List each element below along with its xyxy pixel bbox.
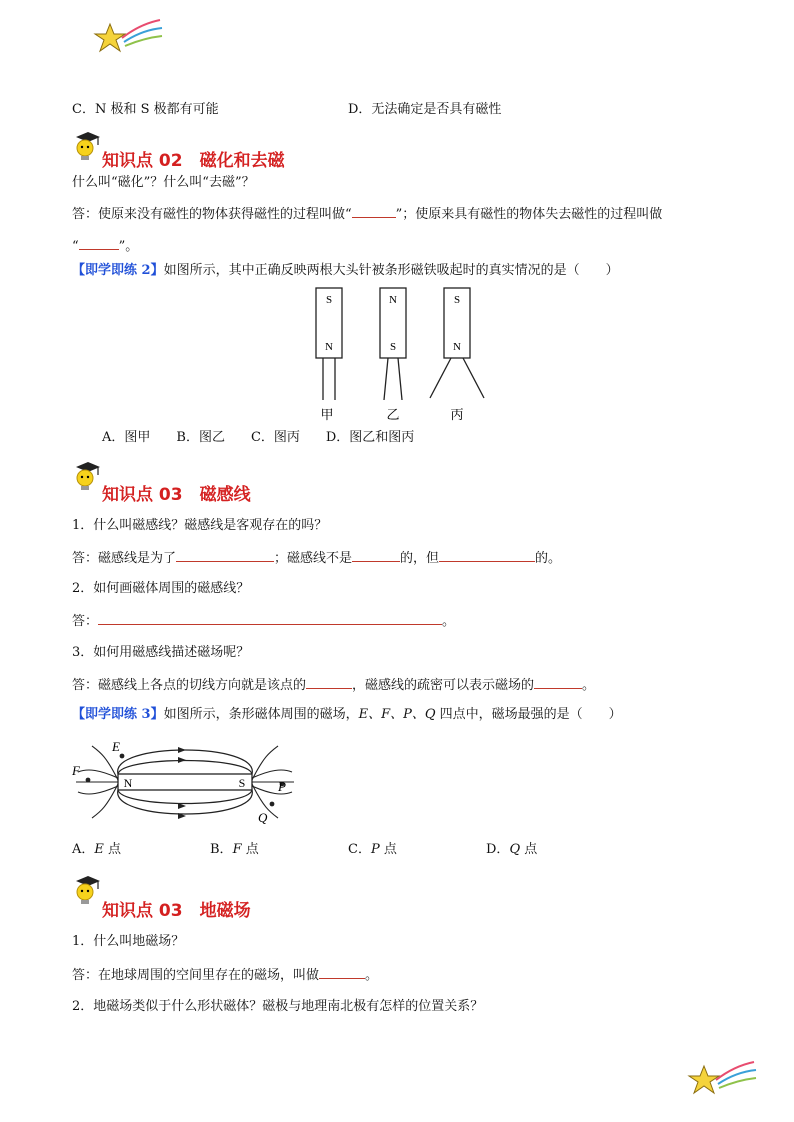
practice-3-option-a: A．E 点 [72, 842, 122, 857]
question-2: 2．如何画磁体周围的磁感线？ [72, 581, 250, 596]
blank-line[interactable] [79, 237, 119, 250]
practice-3-option-c: C．P 点 [348, 842, 397, 857]
shooting-star-icon [686, 1058, 758, 1102]
option-d: D．无法确定是否具有磁性 [348, 102, 502, 117]
answer-earth-1: 答：在地球周围的空间里存在的磁场，叫做 。 [72, 968, 379, 983]
figure-caption: 甲 [320, 407, 334, 422]
blank-line[interactable] [534, 676, 582, 689]
magnet-pole-label: N [389, 294, 397, 306]
field-line [118, 790, 252, 804]
magnet-pole-label: N [325, 341, 333, 353]
practice-3-option-d: D．Q 点 [486, 842, 538, 857]
bar-magnet [118, 774, 252, 790]
scholar-bulb-icon [72, 460, 100, 492]
point-q-dot [270, 802, 275, 807]
answer-1: 答：磁感线是为了 ；磁感线不是 的，但 的。 [72, 551, 562, 566]
section-title-field-lines: 知识点 03 磁感线 [102, 485, 251, 505]
magnet-pole-label: S [453, 294, 461, 306]
blank-line[interactable] [176, 549, 274, 562]
practice-tag: 【即学即练 2】 [72, 263, 164, 278]
option-c: C．N 极和 S 极都有可能 [72, 102, 219, 117]
blank-line[interactable] [319, 966, 365, 979]
answer-2: 答： 。 [72, 614, 456, 629]
blank-line[interactable] [352, 549, 400, 562]
question-earth-2: 2．地磁场类似于什么形状磁体？磁极与地理南北极有怎样的位置关系？ [72, 999, 484, 1014]
scholar-bulb-icon [72, 874, 100, 906]
pin [463, 358, 484, 398]
answer-3: 答：磁感线上各点的切线方向就是该点的 ，磁感线的疏密可以表示磁场的 。 [72, 678, 596, 693]
field-line [118, 761, 252, 775]
question-3: 3．如何用磁感线描述磁场呢？ [72, 645, 250, 660]
section-title-magnetization: 知识点 02 磁化和去磁 [102, 151, 285, 171]
point-f-dot [86, 778, 91, 783]
blank-line[interactable] [439, 549, 535, 562]
north-pole-label: N [123, 776, 133, 790]
question-earth-1: 1．什么叫地磁场？ [72, 934, 185, 949]
figure-caption: 乙 [386, 407, 400, 422]
magnet-pole-label: S [325, 294, 333, 306]
point-f-label: F [72, 763, 80, 778]
practice-2-options: A．图甲 B．图乙 C．图丙 D．图乙和图丙 [102, 430, 415, 445]
answer-magnetization-line2: “ ”。 [72, 239, 139, 254]
magnet-field-lines-figure [70, 734, 300, 826]
question-magnetization: 什么叫“磁化”？什么叫“去磁”？ [72, 175, 255, 190]
point-e-dot [120, 754, 125, 759]
pin [398, 358, 402, 400]
scholar-bulb-icon [72, 130, 100, 162]
field-line [118, 750, 253, 774]
south-pole-label: S [238, 776, 246, 790]
figure-caption: 丙 [450, 407, 464, 422]
answer-magnetization-line1: 答：使原来没有磁性的物体获得磁性的过程叫做“ ”；使原来具有磁性的物体失去磁性的过程叫做 [72, 207, 663, 222]
field-line [118, 790, 253, 814]
point-p-label: P [278, 779, 286, 794]
pin [430, 358, 451, 398]
blank-line[interactable] [98, 612, 442, 625]
practice-3-stem: 【即学即练 3】如图所示，条形磁体周围的磁场，E、F、P、Q 四点中，磁场最强的是（ ） [72, 707, 622, 722]
magnet-pole-label: S [389, 341, 397, 353]
question-1: 1．什么叫磁感线？磁感线是客观存在的吗？ [72, 518, 328, 533]
practice-2-stem: 【即学即练 2】如图所示，其中正确反映两根大头针被条形磁铁吸起时的真实情况的是（ ） [72, 263, 619, 278]
practice-tag: 【即学即练 3】 [72, 707, 164, 722]
blank-line[interactable] [352, 205, 396, 218]
section-title-earth-field: 知识点 03 地磁场 [102, 901, 251, 921]
blank-line[interactable] [306, 676, 352, 689]
point-e-label: E [112, 739, 120, 754]
magnet-pins-figure [300, 284, 500, 424]
magnet-pole-label: N [453, 341, 461, 353]
pin [384, 358, 388, 400]
practice-3-option-b: B．F 点 [210, 842, 259, 857]
point-q-label: Q [258, 810, 268, 825]
shooting-star-icon [92, 16, 164, 60]
